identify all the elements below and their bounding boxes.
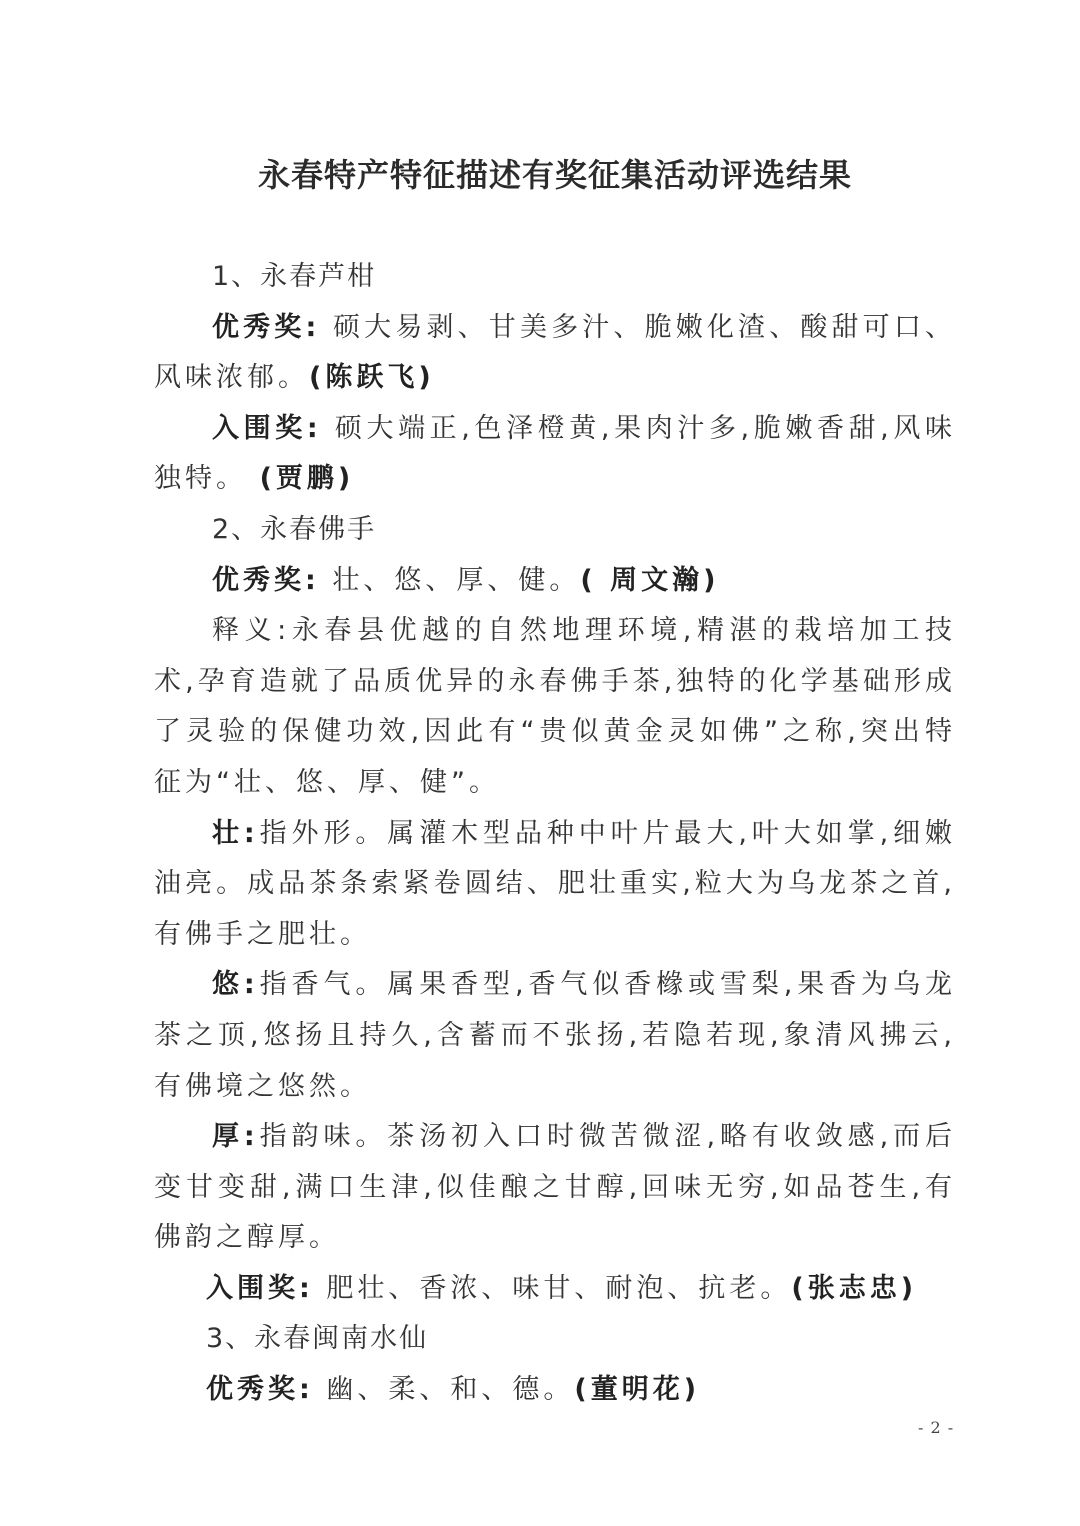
- award-excellent-foshou: [154, 556, 956, 607]
- feature-text: 指外形。属灌木型品种中叶片最大,叶大如掌,细嫩油亮。成品茶条索紧卷圆结、肥壮重实,粒大为乌龙茶之首,有佛手之肥壮。: [154, 817, 956, 950]
- feature-label: 壮:: [212, 817, 259, 849]
- award-text: 硕大端正,色泽橙黄,果肉汁多,脆嫩香甜,风味独特。: [154, 412, 956, 495]
- award-label: 优秀奖:: [212, 311, 321, 343]
- feature-text: 指韵味。茶汤初入口时微苦微涩,略有收敛感,而后变甘变甜,满口生津,似佳酿之甘醇,回味无穷,如品苍生,有佛韵之醇厚。: [154, 1121, 956, 1254]
- section-heading-foshou: 2、永春佛手: [212, 513, 377, 545]
- award-label: 入围奖:: [212, 412, 322, 444]
- feature-you: [154, 960, 956, 1112]
- award-text: 壮、悠、厚、健。: [332, 564, 581, 596]
- document-title: 永春特产特征描述有奖征集活动评选结果: [257, 156, 852, 194]
- award-label: 入围奖:: [206, 1272, 314, 1304]
- feature-label: 悠:: [212, 969, 259, 1001]
- award-author: (贾鹏): [259, 463, 355, 495]
- feature-hou: [154, 1112, 956, 1264]
- award-author: ( 周文瀚): [580, 564, 720, 596]
- award-finalist-lugan: [154, 404, 956, 505]
- award-finalist-foshou: [154, 1264, 956, 1315]
- section-heading-shuixian: 3、永春闽南水仙: [206, 1323, 429, 1355]
- award-label: 优秀奖:: [206, 1374, 314, 1406]
- explanation-paragraph: 释义:永春县优越的自然地理环境,精湛的栽培加工技术,孕育造就了品质优异的永春佛手茶,独特的化学基础形成了灵验的保健功效,因此有“贵似黄金灵如佛”之称,突出特征为“壮、悠、厚、健”。: [154, 615, 956, 798]
- feature-label: 厚:: [212, 1121, 259, 1153]
- feature-text: 指香气。属果香型,香气似香橼或雪梨,果香为乌龙茶之顶,悠扬且持久,含蓄而不张扬,若隐若现,象清风拂云,有佛境之悠然。: [154, 969, 956, 1102]
- award-author: (张志忠): [791, 1272, 918, 1304]
- award-label: 优秀奖:: [212, 564, 320, 596]
- award-author: (陈跃飞): [309, 362, 435, 394]
- section-heading-lugan: 1、永春芦柑: [212, 261, 377, 292]
- award-text: 幽、柔、和、德。: [326, 1374, 575, 1406]
- page-number: - 2 -: [918, 1418, 955, 1437]
- award-excellent-shuixian: [154, 1365, 956, 1416]
- feature-zhuang: [154, 809, 956, 961]
- award-author: (董明花): [574, 1374, 701, 1406]
- award-excellent-lugan: [154, 303, 956, 404]
- award-text: 硕大易剥、甘美多汁、脆嫩化渣、酸甜可口、风味浓郁。: [154, 311, 956, 394]
- award-text: 肥壮、香浓、味甘、耐泡、抗老。: [326, 1272, 792, 1304]
- document-body: [154, 252, 956, 1416]
